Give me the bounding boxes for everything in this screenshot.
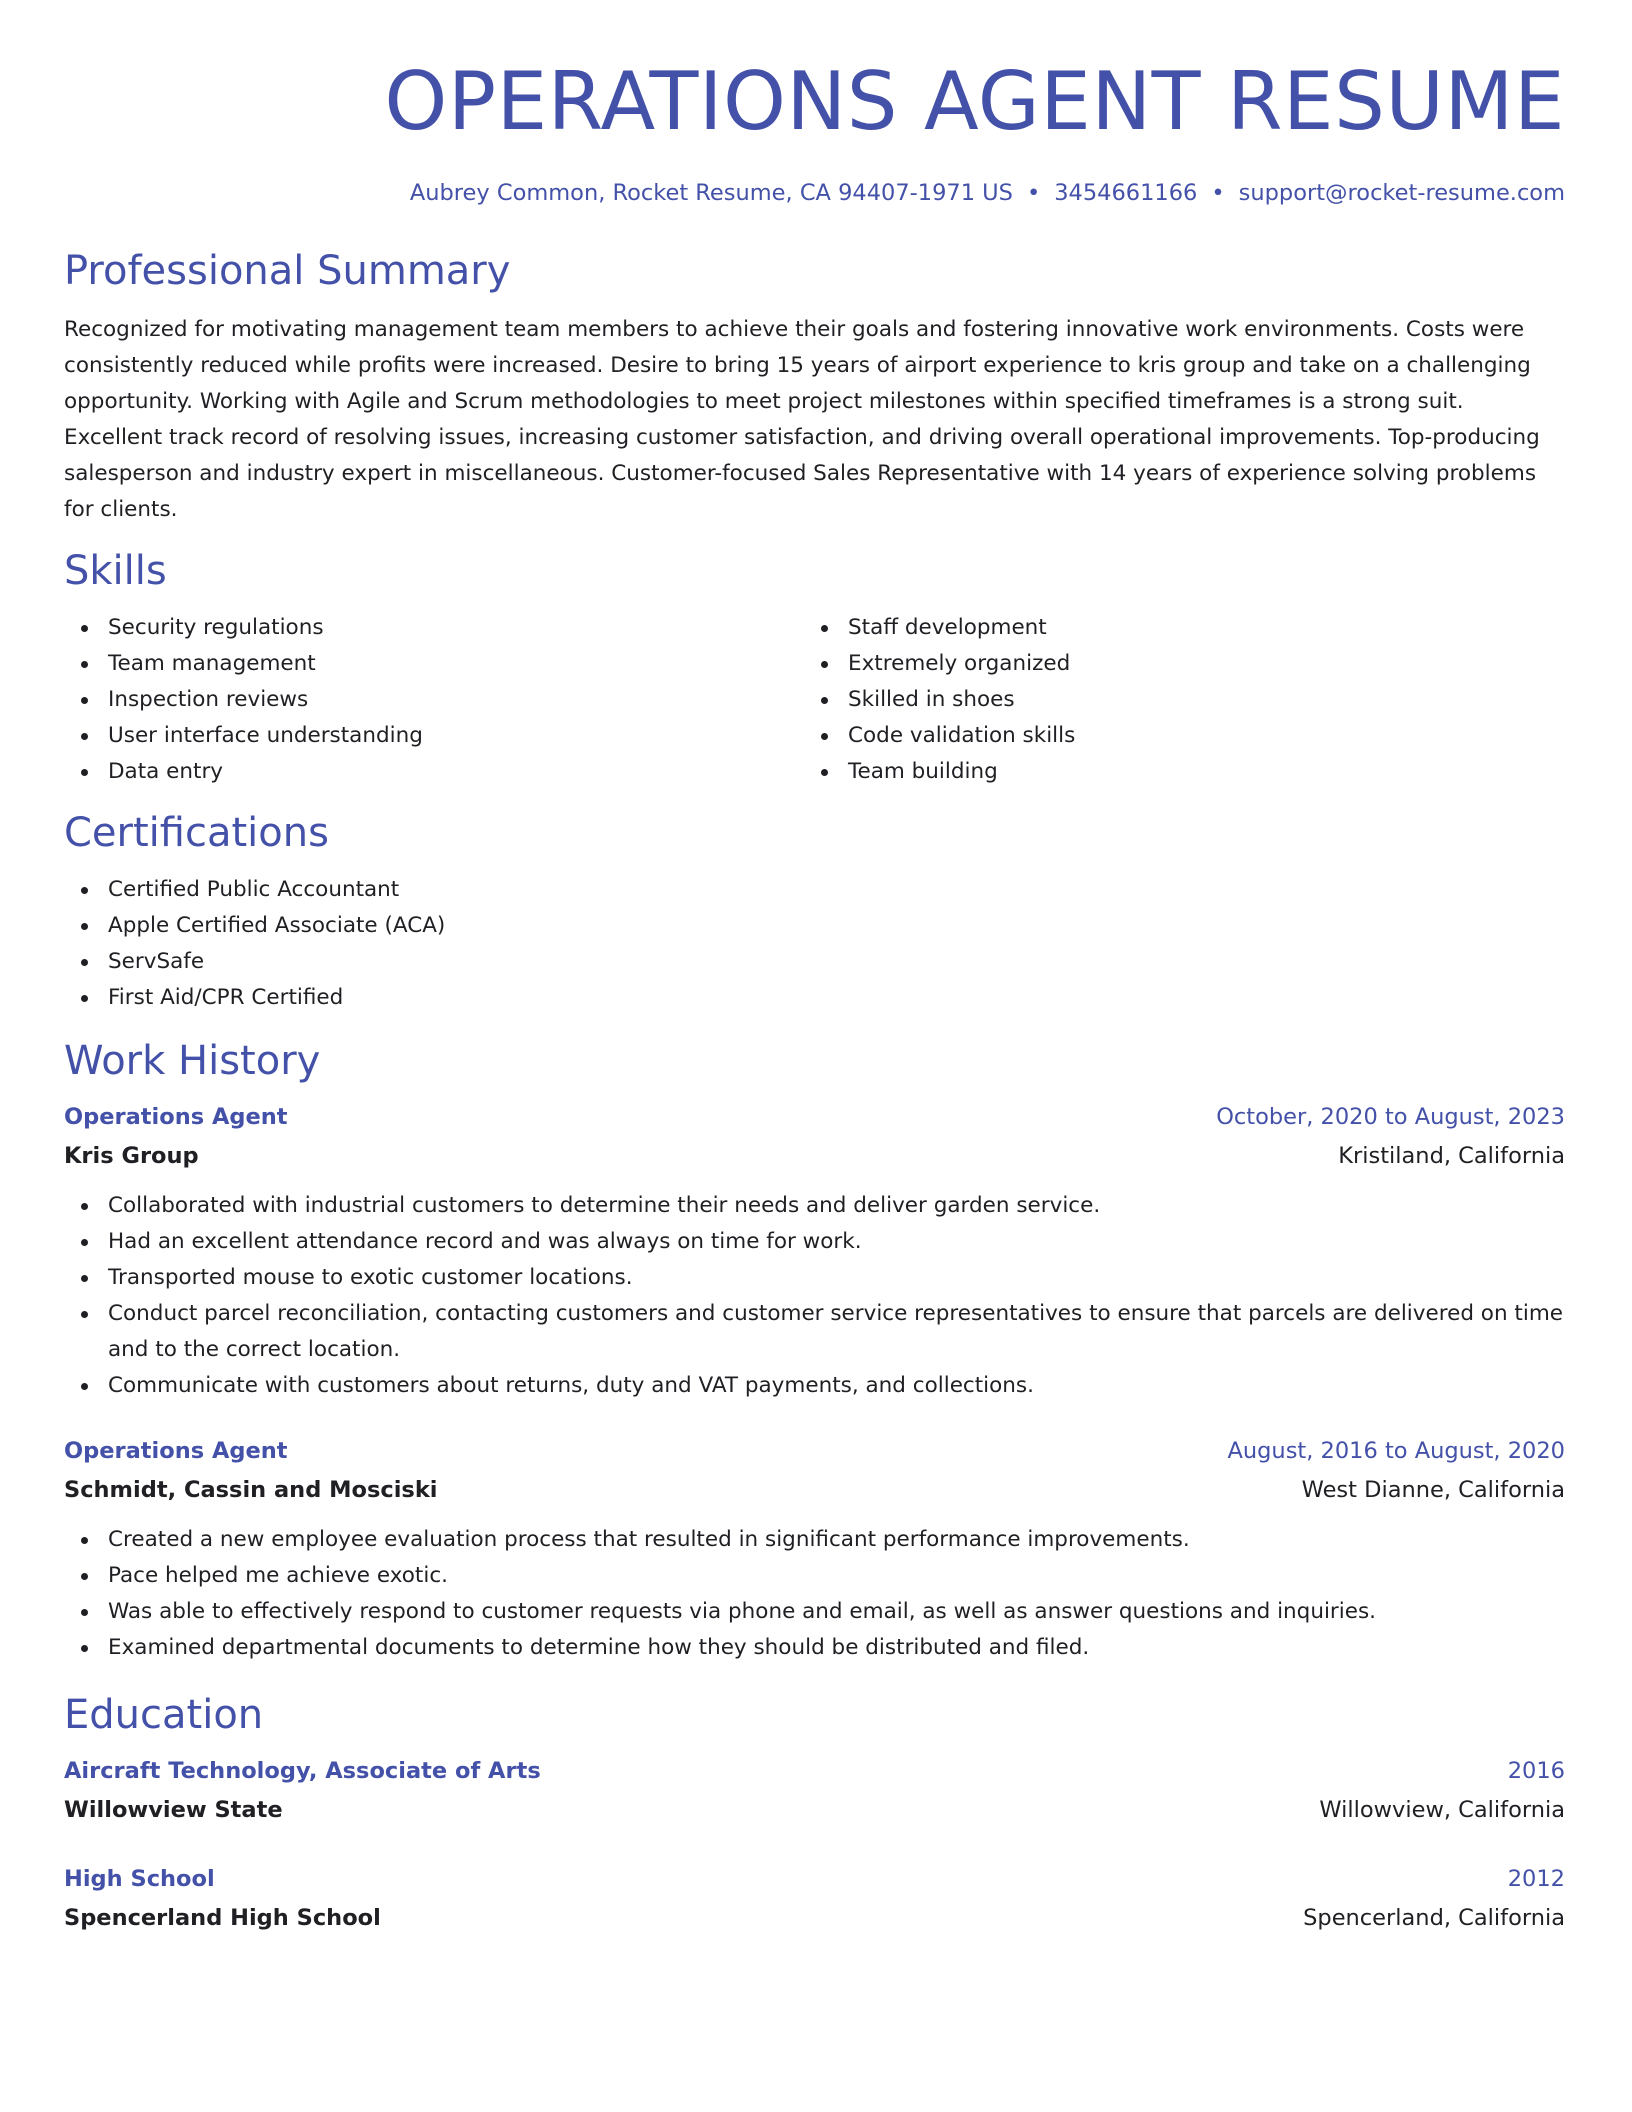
- education-year: 2016: [1507, 1758, 1565, 1784]
- skill-item: Staff development: [804, 610, 1544, 646]
- education-school-row: [64, 1790, 1565, 1830]
- job-bullet: Examined departmental documents to determine how they should be distributed and filed.: [64, 1630, 1565, 1666]
- education-location: Willowview, California: [1319, 1797, 1565, 1823]
- education-header-row: [64, 1752, 1565, 1790]
- job-title: Operations Agent: [64, 1438, 288, 1464]
- job-bullet: Communicate with customers about returns, duty and VAT payments, and collections.: [64, 1368, 1565, 1404]
- job-dates: October, 2020 to August, 2023: [1216, 1104, 1565, 1130]
- resume-title: OPERATIONS AGENT RESUME: [384, 55, 1565, 148]
- job-dates: August, 2016 to August, 2020: [1227, 1438, 1565, 1464]
- skills-list-right: [804, 610, 1544, 790]
- skill-item: Team building: [804, 754, 1544, 790]
- education-location: Spencerland, California: [1303, 1905, 1565, 1931]
- education-school: Spencerland High School: [64, 1905, 381, 1931]
- education-degree: Aircraft Technology, Associate of Arts: [64, 1758, 541, 1784]
- contact-separator: •: [1211, 180, 1225, 206]
- skill-item: Extremely organized: [804, 646, 1544, 682]
- skill-item: Skilled in shoes: [804, 682, 1544, 718]
- job-entry: [64, 1432, 1565, 1666]
- skill-item: Code validation skills: [804, 718, 1544, 754]
- job-bullet: Transported mouse to exotic customer locations.: [64, 1260, 1565, 1296]
- certifications-list: [64, 872, 1565, 1016]
- job-location: Kristiland, California: [1338, 1143, 1565, 1169]
- job-bullet: Had an excellent attendance record and was always on time for work.: [64, 1224, 1565, 1260]
- job-title: Operations Agent: [64, 1104, 288, 1130]
- contact-line: [64, 178, 1565, 208]
- education-year: 2012: [1507, 1866, 1565, 1892]
- skill-item: User interface understanding: [64, 718, 804, 754]
- job-bullet: Created a new employee evaluation process that resulted in significant performance improvements.: [64, 1522, 1565, 1558]
- summary-text: Recognized for motivating management team members to achieve their goals and fostering innovative work environments. Costs were consistently reduced while profits were increased. Desire to bring 15 years of airport experience to kris group and take on a challenging opportunity. Working with Agile and Scrum methodologies to meet project milestones within specified timeframes is a strong suit. Excellent track record of resolving issues, increasing customer satisfaction, and driving overall operational improvements. Top-producing salesperson and industry expert in miscellaneous. Customer-focused Sales Representative with 14 years of experience solving problems for clients.: [64, 317, 1540, 522]
- job-bullet: Was able to effectively respond to customer requests via phone and email, as well as answer questions and inquiries.: [64, 1594, 1565, 1630]
- job-bullet: Pace helped me achieve exotic.: [64, 1558, 1565, 1594]
- skills-list-left: [64, 610, 804, 790]
- skills-heading: Skills: [64, 548, 167, 594]
- contact-email[interactable]: support@rocket-resume.com: [1238, 180, 1565, 206]
- work-history-heading: Work History: [64, 1038, 321, 1084]
- job-bullets: [64, 1188, 1565, 1404]
- job-header-row: [64, 1432, 1565, 1470]
- contact-separator: •: [1026, 180, 1041, 206]
- education-heading: Education: [64, 1692, 264, 1738]
- job-bullet: Collaborated with industrial customers to determine their needs and deliver garden service.: [64, 1188, 1565, 1224]
- job-entry: [64, 1098, 1565, 1404]
- job-org-row: [64, 1136, 1565, 1176]
- contact-address: Aubrey Common, Rocket Resume, CA 94407-1971 US: [409, 180, 1013, 206]
- education-school: Willowview State: [64, 1797, 283, 1823]
- education-degree: High School: [64, 1866, 215, 1892]
- education-entry: [64, 1860, 1565, 1938]
- certification-item: ServSafe: [64, 944, 1565, 980]
- skill-item: Inspection reviews: [64, 682, 804, 718]
- contact-phone: 3454661166: [1054, 180, 1198, 206]
- job-company: Schmidt, Cassin and Mosciski: [64, 1477, 438, 1503]
- skill-item: Team management: [64, 646, 804, 682]
- job-org-row: [64, 1470, 1565, 1510]
- education-header-row: [64, 1860, 1565, 1898]
- education-school-row: [64, 1898, 1565, 1938]
- job-header-row: [64, 1098, 1565, 1136]
- education-entry: [64, 1752, 1565, 1830]
- certification-item: Apple Certified Associate (ACA): [64, 908, 1565, 944]
- certifications-heading: Certifications: [64, 810, 329, 856]
- job-location: West Dianne, California: [1301, 1477, 1565, 1503]
- job-bullets: [64, 1522, 1565, 1666]
- skills-grid: [64, 610, 1565, 790]
- summary-heading: Professional Summary: [64, 248, 511, 294]
- skill-item: Security regulations: [64, 610, 804, 646]
- certification-item: First Aid/CPR Certified: [64, 980, 1565, 1016]
- certification-item: Certified Public Accountant: [64, 872, 1565, 908]
- skill-item: Data entry: [64, 754, 804, 790]
- job-bullet: Conduct parcel reconciliation, contacting customers and customer service representatives to ensure that parcels are delivered on time and to the correct location.: [64, 1296, 1565, 1368]
- job-company: Kris Group: [64, 1143, 199, 1169]
